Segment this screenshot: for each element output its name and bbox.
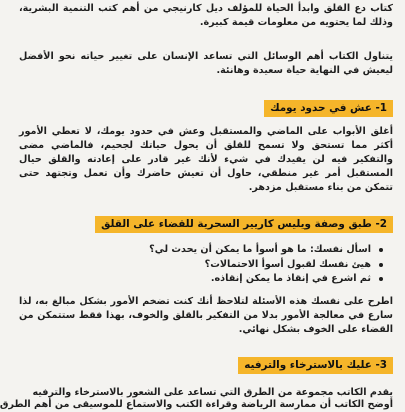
section-2-body: اطرح على نفسك هذه الأسئلة لتلاحظ أنك كنت تضخم الأمور بشكل مبالغ به، لذا سارع في معالجة الأمور بدلا من التفكير بالقلق والخوف، بهذا فقط ستتمكن من القضاء على الخوف بشكل نهائي. — [19, 295, 393, 335]
intro-paragraph-1: كتاب دع القلق وابدأ الحياة للمؤلف ديل كارنيجي من أهم كتب التنمية البشرية، وذلك لما يحتويه من معلومات قيمة كبيرة. — [19, 3, 393, 28]
trailing-line: أوضح الكاتب أن ممارسة الرياضة وقراءة الكتب والاستماع للموسيقى من أهم الطرق — [0, 399, 393, 410]
section-2-heading: 2- طبق وصفة ويليس كاريير السحرية للقضاء على القلق — [95, 216, 393, 233]
section-2 — [19, 212, 393, 233]
section-3-body: يقدم الكاتب مجموعة من الطرق التي تساعد على الشعور بالاسترخاء والترفيه — [32, 386, 393, 398]
section-1-body: أغلق الأبواب على الماضي والمستقبل وعش في حدود يومك، لا تعطي الأمور أكثر مما تستحق ولا تسمح للقلق أن يحول حياتك لجحيم، فالماضي مضى والتفكير فيه لن يفيدك في شيء لأنك غير قادر على إعادته والقلق حيال المستقبل أمر غير منطقي، حاول أن تعيش حاضرك وأن تعمل وتجتهد حتى تتمكن من بناء مستقبل مزدهر. — [19, 126, 393, 193]
section-3 — [19, 353, 393, 374]
bullet-item: هيئ نفسك لقبول أسوأ الاحتمالات؟ — [19, 258, 383, 273]
bullet-item: اسأل نفسك: ما هو أسوأ ما يمكن أن يحدث لي؟ — [19, 243, 383, 258]
article-page — [0, 2, 405, 410]
section-1-heading: 1- عش في حدود يومك — [264, 100, 393, 117]
section-1 — [19, 96, 393, 117]
bullet-item: ثم اشرع في إنقاذ ما يمكن إنقاذه. — [19, 272, 383, 287]
section-3-heading: 3- عليك بالاسترخاء والترفيه — [238, 357, 393, 374]
intro-paragraph-2: يتناول الكتاب أهم الوسائل التي تساعد الإنسان على تغيير حياته نحو الأفضل ليعيش في النهاية حياة سعيدة وهانئة. — [19, 51, 393, 76]
section-2-bullet-list — [19, 243, 393, 287]
